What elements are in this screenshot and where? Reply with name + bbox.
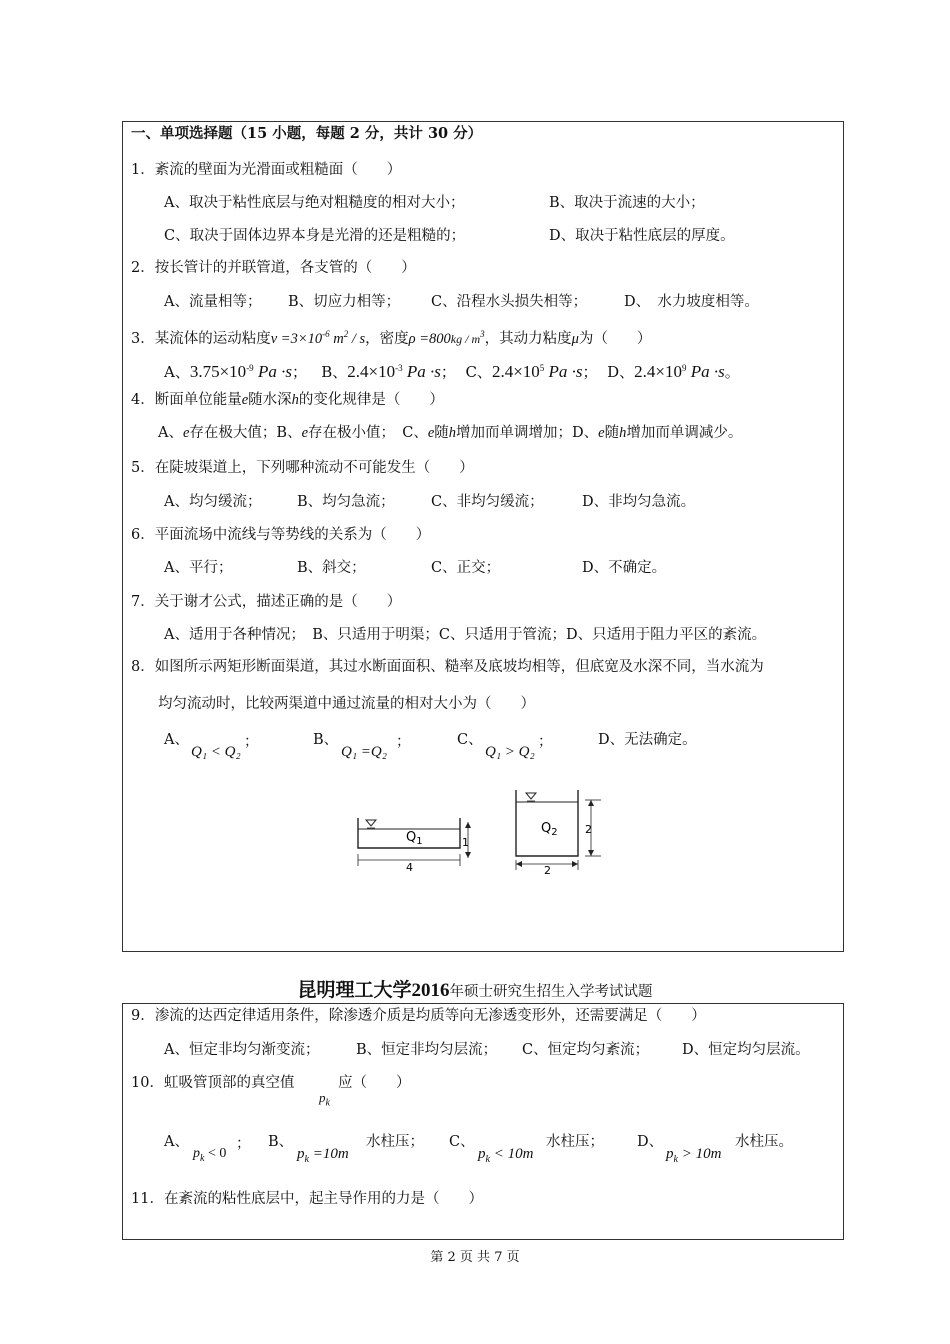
q10-c-sub: k bbox=[485, 1154, 490, 1165]
q4-opt-a: A、 bbox=[158, 425, 183, 441]
q3-a-val: 3.75×10 bbox=[189, 362, 247, 381]
q10-a-expr bbox=[193, 1144, 226, 1169]
exam-title bbox=[0, 978, 950, 1004]
q10-b-sub: k bbox=[304, 1154, 309, 1165]
dim-2-arrow-up bbox=[588, 800, 594, 806]
q3-nu-exp: -6 bbox=[322, 329, 330, 339]
q9-option-a: A、恒定非均匀渐变流； bbox=[164, 1042, 320, 1058]
fig2-q-label bbox=[541, 821, 558, 838]
q1-option-d: D、取决于粘性底层的厚度。 bbox=[549, 228, 735, 244]
q3-nu-unit: m bbox=[329, 330, 344, 347]
q5-option-a: A、均匀缓流； bbox=[164, 494, 262, 510]
q9-option-b: B、恒定非均匀层流； bbox=[356, 1042, 498, 1058]
q8-b-sep: ； bbox=[396, 734, 411, 750]
q3-mu: μ bbox=[571, 330, 579, 347]
q1-stem: 1．紊流的壁面为光滑面或粗糙面（ ） bbox=[131, 162, 402, 178]
q10-d-sub: k bbox=[673, 1154, 678, 1165]
q3-nu: ν =3×10 bbox=[270, 330, 323, 347]
q4-opt-c-e: e bbox=[427, 425, 435, 441]
water-level-triangle-2 bbox=[526, 793, 536, 799]
q10-pk bbox=[319, 1088, 330, 1114]
q8-c-label: C、 bbox=[457, 732, 483, 748]
section-heading: 一、单项选择题（15 小题，每题 2 分，共计 30 分） bbox=[131, 125, 483, 142]
q1-option-c: C、取决于固体边界本身是光滑的还是粗糙的； bbox=[164, 228, 466, 244]
q8-stem-2: 均匀流动时，比较两渠道中通过流量的相对大小为（ ） bbox=[158, 696, 535, 712]
q3-c-exp: 5 bbox=[539, 363, 545, 373]
q8-a-label: A、 bbox=[164, 732, 189, 748]
q10-a-p: p bbox=[193, 1146, 200, 1161]
fig2-q: Q bbox=[541, 821, 552, 836]
q8-a-sep: ； bbox=[244, 734, 259, 750]
q10-b-label: B、 bbox=[268, 1134, 294, 1150]
q3-b-unit: Pa ·s bbox=[402, 362, 441, 381]
q11-stem: 11．在紊流的粘性底层中，起主导作用的力是（ ） bbox=[131, 1191, 483, 1207]
title-year: 2016 bbox=[411, 980, 450, 1001]
q10-a-sub: k bbox=[200, 1152, 205, 1164]
q3-c-unit: Pa ·s bbox=[544, 362, 583, 381]
fig1-q-label bbox=[406, 830, 423, 847]
q4-opt-b2: 存在极小值； C、 bbox=[308, 425, 428, 441]
q4-stem-a: 4．断面单位能量 bbox=[131, 392, 242, 408]
q4-stem-b: 随水深 bbox=[248, 392, 292, 408]
q6-option-b: B、斜交； bbox=[297, 560, 366, 576]
q4-stem-c: 的变化规律是（ ） bbox=[298, 392, 444, 408]
title-school: 昆明理工大学 bbox=[297, 979, 412, 1001]
q2-stem: 2．按长管计的并联管道，各支管的（ ） bbox=[131, 260, 416, 276]
q10-c-p: p bbox=[478, 1146, 486, 1162]
q9-option-c: C、恒定均匀紊流； bbox=[522, 1042, 650, 1058]
fig2-depth-label: 2 bbox=[585, 823, 592, 836]
q10-stem-b: 应（ ） bbox=[338, 1075, 411, 1091]
water-level-triangle-1 bbox=[366, 820, 376, 826]
q1-option-a: A、取决于粘性底层与绝对粗糙度的相对大小； bbox=[164, 195, 465, 211]
fig1-q-sub: 1 bbox=[416, 836, 423, 847]
q4-opt-c2: 随 bbox=[434, 425, 449, 441]
q3-c-val: 2.4×10 bbox=[491, 362, 540, 381]
q3-nu-unit-tail: / s bbox=[348, 330, 366, 347]
q3-a-label: A、 bbox=[164, 363, 190, 381]
q3-d-val: 2.4×10 bbox=[634, 362, 682, 381]
q3-nu-unit-exp: 2 bbox=[343, 329, 349, 339]
q5-option-b: B、均匀急流； bbox=[297, 494, 395, 510]
q7-stem: 7．关于谢才公式，描述正确的是（ ） bbox=[131, 594, 402, 610]
q3-stem-suffix: 为（ ） bbox=[578, 330, 652, 347]
q7-options: A、适用于各种情况； B、只适用于明渠；C、只适用于管流；D、只适用于阻力平区的紊流。 bbox=[164, 627, 767, 643]
q10-d-tail: 水柱压。 bbox=[735, 1134, 793, 1150]
q10-b-p: p bbox=[297, 1146, 305, 1162]
q8-b-expr: Q₁ =Q₂ bbox=[341, 744, 387, 760]
q3-a-exp: -9 bbox=[246, 363, 254, 373]
q1-option-b: B、取决于流速的大小； bbox=[549, 195, 705, 211]
q3-density-label: ，密度 bbox=[365, 330, 409, 347]
q10-b-val: =10m bbox=[308, 1146, 349, 1162]
q3-rho: ρ =800 bbox=[408, 330, 451, 347]
q4-options bbox=[158, 423, 742, 443]
q4-opt-a-e: e bbox=[182, 425, 190, 441]
q2-option-c: C、沿程水头损失相等； bbox=[431, 294, 588, 310]
q5-option-d: D、非均匀急流。 bbox=[582, 494, 696, 510]
q10-d-p: p bbox=[666, 1146, 674, 1162]
q10-d-expr bbox=[666, 1144, 721, 1170]
q10-d-label: D、 bbox=[637, 1134, 664, 1150]
q10-pk-p: p bbox=[319, 1090, 326, 1105]
q5-option-c: C、非均匀缓流； bbox=[431, 494, 544, 510]
q6-option-c: C、正交； bbox=[431, 560, 501, 576]
dim-1-arrow-down bbox=[465, 852, 471, 858]
q10-pk-sub: k bbox=[325, 1097, 330, 1109]
q9-option-d: D、恒定均匀层流。 bbox=[682, 1042, 810, 1058]
dim-2-arrow-right bbox=[572, 861, 578, 867]
q4-opt-c-h: h bbox=[448, 425, 457, 441]
q3-sep-c: ； bbox=[582, 363, 598, 381]
fig2-width-label: 2 bbox=[544, 864, 551, 874]
q3-rho-unit: kg / m bbox=[450, 331, 481, 346]
q3-b-label: B、 bbox=[321, 363, 348, 381]
q3-d-label: D、 bbox=[607, 363, 635, 381]
page-footer: 第 2 页 共 7 页 bbox=[430, 1250, 520, 1265]
channel-figure-2 bbox=[505, 786, 605, 874]
q6-stem: 6．平面流场中流线与等势线的关系为（ ） bbox=[131, 527, 431, 543]
q4-opt-d3: 增加而单调减少。 bbox=[626, 425, 743, 441]
q3-visc-label: ，其动力粘度 bbox=[484, 330, 572, 347]
q3-a-unit: Pa ·s bbox=[253, 362, 292, 381]
q3-options bbox=[164, 358, 740, 382]
q3-d-unit: Pa ·s bbox=[686, 362, 725, 381]
q10-d-val: > 10m bbox=[677, 1146, 722, 1162]
dim-1-arrow-up bbox=[465, 822, 471, 828]
q10-a-val: < 0 bbox=[204, 1146, 227, 1161]
q3-c-label: C、 bbox=[465, 363, 492, 381]
q3-rho-unit-exp: 3 bbox=[480, 329, 485, 339]
q8-c-expr: Q₁ > Q₂ bbox=[485, 744, 535, 760]
fig1-q: Q bbox=[406, 830, 417, 845]
q3-d-exp: 9 bbox=[681, 363, 687, 373]
q4-opt-d2: 随 bbox=[604, 425, 620, 441]
q10-c-label: C、 bbox=[449, 1134, 475, 1150]
q8-stem-1: 8．如图所示两矩形断面渠道，其过水断面面积、糙率及底坡均相等，但底宽及水深不同，当水流为 bbox=[131, 659, 764, 675]
q4-opt-d-h: h bbox=[619, 425, 627, 441]
q3-stem bbox=[131, 324, 651, 349]
dim-2-arrow-down bbox=[588, 850, 594, 856]
q10-b-expr bbox=[297, 1144, 349, 1170]
q4-opt-c3: 增加而单调增加；D、 bbox=[456, 425, 599, 441]
q3-b-val: 2.4×10 bbox=[347, 362, 396, 381]
q10-c-val: < 10m bbox=[489, 1146, 534, 1162]
q3-end: 。 bbox=[724, 363, 740, 381]
q4-e: e bbox=[241, 392, 249, 408]
title-rest: 年硕士研究生招生入学考试试题 bbox=[449, 984, 653, 1000]
q5-stem: 5．在陡坡渠道上，下列哪种流动不可能发生（ ） bbox=[131, 460, 474, 476]
q4-opt-b-e: e bbox=[301, 425, 309, 441]
q6-option-d: D、不确定。 bbox=[582, 560, 667, 576]
q10-stem-a: 10．虹吸管顶部的真空值 bbox=[131, 1075, 295, 1091]
q3-stem-prefix: 3．某流体的运动粘度 bbox=[131, 330, 271, 347]
fig1-depth-label: 1 bbox=[462, 836, 469, 849]
q10-a-label: A、 bbox=[164, 1134, 189, 1150]
q2-option-b: B、切应力相等； bbox=[288, 294, 401, 310]
q6-option-a: A、平行； bbox=[164, 560, 233, 576]
q8-c-sep: ； bbox=[538, 734, 553, 750]
q4-h: h bbox=[291, 392, 299, 408]
q3-sep-a: ； bbox=[291, 363, 307, 381]
fig2-q-sub: 2 bbox=[551, 827, 558, 838]
q10-b-tail: 水柱压； bbox=[366, 1134, 424, 1150]
q3-b-exp: -3 bbox=[395, 363, 403, 373]
q9-stem: 9．渗流的达西定律适用条件，除渗透介质是均质等向无渗透变形外，还需要满足（ ） bbox=[131, 1008, 706, 1024]
channel-figure-1 bbox=[350, 808, 480, 874]
fig1-width-label: 4 bbox=[406, 861, 413, 874]
q10-c-expr bbox=[478, 1144, 533, 1170]
dim-2-arrow-left bbox=[516, 861, 522, 867]
q8-option-d: D、无法确定。 bbox=[598, 732, 697, 748]
q10-a-tail: ； bbox=[236, 1136, 251, 1152]
q8-a-expr: Q₁ < Q₂ bbox=[191, 744, 241, 760]
q4-opt-a2: 存在极大值；B、 bbox=[189, 425, 302, 441]
q10-c-tail: 水柱压； bbox=[546, 1134, 604, 1150]
q4-stem bbox=[131, 390, 444, 410]
q2-option-d: D、 水力坡度相等。 bbox=[624, 294, 759, 310]
q4-opt-d-e: e bbox=[598, 425, 605, 441]
q2-option-a: A、流量相等； bbox=[164, 294, 262, 310]
q3-sep-b: ； bbox=[440, 363, 456, 381]
q8-b-label: B、 bbox=[313, 732, 339, 748]
